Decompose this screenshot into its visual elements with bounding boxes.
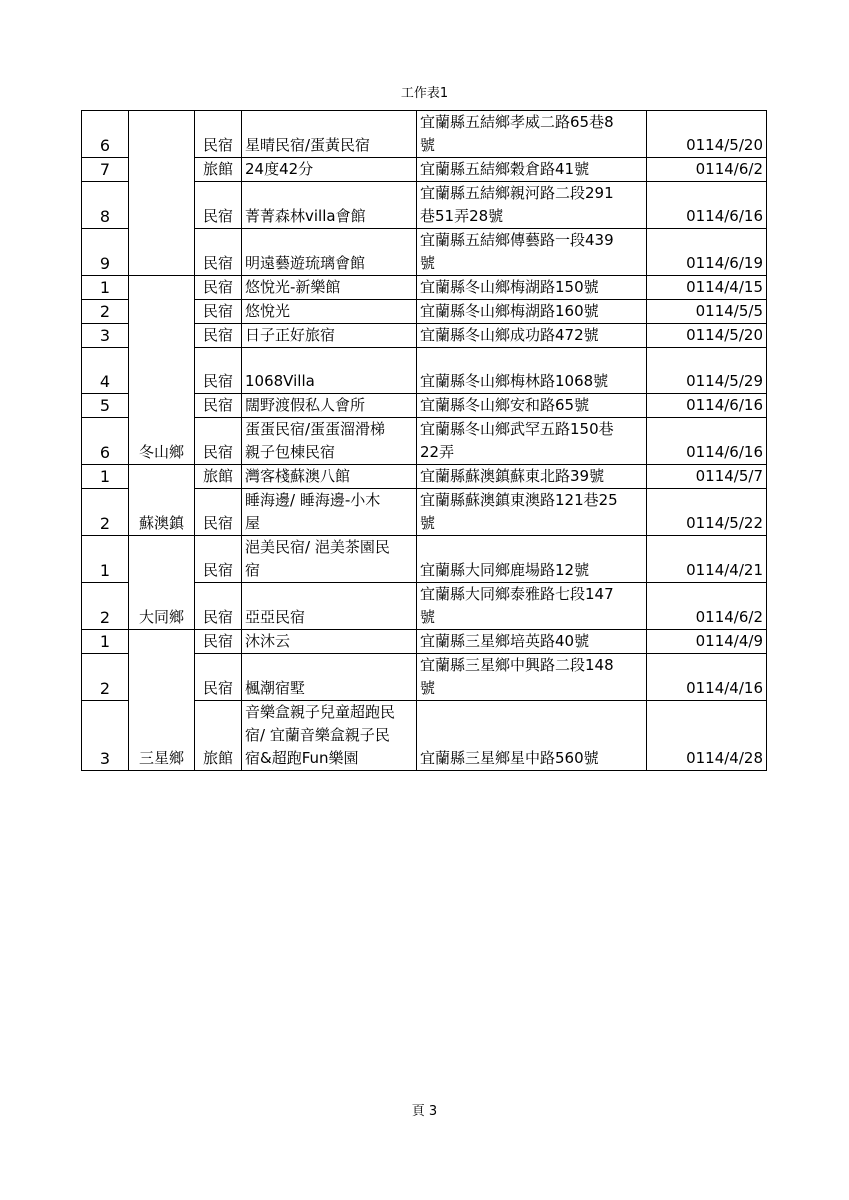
- lodging-type-cell: 民宿: [195, 111, 242, 158]
- row-index-cell: 1: [82, 465, 129, 489]
- lodging-name-cell: [242, 630, 417, 654]
- address-line: 宜蘭縣五結鄉孝威二路65巷8: [420, 113, 614, 131]
- address-cell: [417, 654, 647, 701]
- table-row: [82, 630, 767, 654]
- lodging-name-line: 明遠藝遊琉璃會館: [245, 254, 366, 272]
- address-line: 宜蘭縣三星鄉星中路560號: [420, 749, 599, 767]
- township-cell: [129, 111, 195, 276]
- date-cell: 0114/4/21: [647, 536, 767, 583]
- address-cell: [417, 418, 647, 465]
- lodging-name-cell: [242, 158, 417, 182]
- lodging-table: [81, 110, 767, 771]
- address-cell: [417, 536, 647, 583]
- lodging-name-line: 睡海邊/ 睡海邊-小木: [245, 491, 381, 509]
- address-line: 號: [420, 136, 436, 154]
- date-cell: 0114/6/16: [647, 182, 767, 229]
- lodging-name-line: 浥美民宿/ 浥美茶園民: [245, 538, 390, 556]
- lodging-name-line: 悠悅光-新樂館: [245, 278, 341, 296]
- date-cell: 0114/4/9: [647, 630, 767, 654]
- address-line: 宜蘭縣五結鄉傳藝路一段439: [420, 231, 614, 249]
- lodging-name-cell: [242, 654, 417, 701]
- address-line: 宜蘭縣蘇澳鎮蘇東北路39號: [420, 467, 605, 485]
- address-line: 號: [420, 254, 436, 272]
- lodging-name-cell: [242, 300, 417, 324]
- lodging-name-cell: [242, 536, 417, 583]
- row-index-cell: 5: [82, 394, 129, 418]
- lodging-name-line: 1068Villa: [245, 372, 315, 390]
- lodging-name-line: 24度42分: [245, 160, 314, 178]
- lodging-name-line: 灣客棧蘇澳八館: [245, 467, 351, 485]
- address-line: 宜蘭縣大同鄉泰雅路七段147: [420, 585, 614, 603]
- lodging-name-line: 音樂盒親子兒童超跑民: [245, 703, 396, 721]
- lodging-name-line: 屋: [245, 514, 261, 532]
- address-line: 宜蘭縣冬山鄉梅林路1068號: [420, 372, 609, 390]
- address-line: 號: [420, 514, 436, 532]
- lodging-name-line: 闊野渡假私人會所: [245, 396, 366, 414]
- lodging-name-cell: [242, 229, 417, 276]
- date-cell: 0114/4/15: [647, 276, 767, 300]
- lodging-type-cell: 民宿: [195, 276, 242, 300]
- row-index-cell: 6: [82, 111, 129, 158]
- lodging-table-body: [82, 111, 767, 771]
- lodging-name-line: 宿/ 宜蘭音樂盒親子民: [245, 726, 390, 744]
- lodging-name-line: 楓潮宿墅: [245, 679, 306, 697]
- row-index-cell: 2: [82, 583, 129, 630]
- address-cell: [417, 630, 647, 654]
- row-index-cell: 3: [82, 324, 129, 348]
- lodging-type-cell: 民宿: [195, 182, 242, 229]
- lodging-name-line: 星晴民宿/蛋黃民宿: [245, 136, 371, 154]
- date-cell: 0114/5/29: [647, 348, 767, 394]
- row-index-cell: 6: [82, 418, 129, 465]
- lodging-name-cell: [242, 276, 417, 300]
- lodging-name-line: 亞亞民宿: [245, 608, 306, 626]
- address-cell: [417, 182, 647, 229]
- lodging-name-cell: [242, 418, 417, 465]
- address-cell: [417, 465, 647, 489]
- date-cell: 0114/4/28: [647, 701, 767, 771]
- table-row: [82, 465, 767, 489]
- township-cell: 三星鄉: [129, 630, 195, 771]
- lodging-type-cell: 民宿: [195, 394, 242, 418]
- lodging-name-cell: [242, 465, 417, 489]
- row-index-cell: 1: [82, 276, 129, 300]
- lodging-name-line: 親子包棟民宿: [245, 443, 336, 461]
- row-index-cell: 2: [82, 654, 129, 701]
- lodging-type-cell: 民宿: [195, 489, 242, 536]
- lodging-name-line: 蛋蛋民宿/蛋蛋溜滑梯: [245, 420, 386, 438]
- lodging-name-cell: [242, 701, 417, 771]
- table-row: [82, 536, 767, 583]
- address-cell: [417, 111, 647, 158]
- lodging-type-cell: 民宿: [195, 418, 242, 465]
- township-cell: 冬山鄉: [129, 276, 195, 465]
- date-cell: 0114/5/7: [647, 465, 767, 489]
- lodging-name-cell: [242, 324, 417, 348]
- lodging-name-line: 悠悅光: [245, 302, 291, 320]
- address-line: 宜蘭縣冬山鄉梅湖路160號: [420, 302, 599, 320]
- date-cell: 0114/6/19: [647, 229, 767, 276]
- lodging-name-line: 沐沐云: [245, 632, 291, 650]
- address-line: 宜蘭縣五結鄉穀倉路41號: [420, 160, 590, 178]
- address-cell: [417, 276, 647, 300]
- lodging-name-cell: [242, 489, 417, 536]
- row-index-cell: 7: [82, 158, 129, 182]
- address-line: 宜蘭縣冬山鄉安和路65號: [420, 396, 590, 414]
- lodging-name-cell: [242, 394, 417, 418]
- lodging-type-cell: 民宿: [195, 300, 242, 324]
- lodging-type-cell: 旅館: [195, 158, 242, 182]
- address-cell: [417, 701, 647, 771]
- date-cell: 0114/4/16: [647, 654, 767, 701]
- address-cell: [417, 489, 647, 536]
- row-index-cell: 8: [82, 182, 129, 229]
- address-cell: [417, 229, 647, 276]
- date-cell: 0114/5/20: [647, 111, 767, 158]
- lodging-name-cell: [242, 348, 417, 394]
- lodging-type-cell: 旅館: [195, 465, 242, 489]
- address-line: 巷51弄28號: [420, 207, 504, 225]
- table-row: [82, 276, 767, 300]
- lodging-name-cell: [242, 111, 417, 158]
- address-line: 宜蘭縣五結鄉親河路二段291: [420, 184, 614, 202]
- lodging-name-line: 菁菁森林villa會館: [245, 207, 366, 225]
- row-index-cell: 9: [82, 229, 129, 276]
- lodging-type-cell: 民宿: [195, 630, 242, 654]
- address-line: 號: [420, 679, 436, 697]
- lodging-name-cell: [242, 182, 417, 229]
- lodging-type-cell: 民宿: [195, 583, 242, 630]
- lodging-type-cell: 民宿: [195, 654, 242, 701]
- lodging-type-cell: 民宿: [195, 536, 242, 583]
- township-cell: 大同鄉: [129, 536, 195, 630]
- row-index-cell: 4: [82, 348, 129, 394]
- lodging-name-cell: [242, 583, 417, 630]
- address-line: 22弄: [420, 443, 455, 461]
- date-cell: 0114/6/16: [647, 418, 767, 465]
- township-cell: 蘇澳鎮: [129, 465, 195, 536]
- address-cell: [417, 348, 647, 394]
- date-cell: 0114/5/5: [647, 300, 767, 324]
- sheet-title: 工作表1: [400, 86, 449, 101]
- address-line: 宜蘭縣冬山鄉成功路472號: [420, 326, 599, 344]
- address-cell: [417, 300, 647, 324]
- date-cell: 0114/6/2: [647, 158, 767, 182]
- address-cell: [417, 583, 647, 630]
- row-index-cell: 3: [82, 701, 129, 771]
- row-index-cell: 1: [82, 630, 129, 654]
- table-row: [82, 111, 767, 158]
- address-line: 宜蘭縣大同鄉鹿場路12號: [420, 561, 590, 579]
- lodging-type-cell: 民宿: [195, 229, 242, 276]
- date-cell: 0114/5/22: [647, 489, 767, 536]
- date-cell: 0114/6/16: [647, 394, 767, 418]
- page-number: 頁 3: [411, 1104, 438, 1119]
- lodging-name-line: 宿: [245, 561, 261, 579]
- address-cell: [417, 158, 647, 182]
- address-line: 宜蘭縣三星鄉培英路40號: [420, 632, 590, 650]
- lodging-name-line: 日子正好旅宿: [245, 326, 336, 344]
- lodging-type-cell: 民宿: [195, 324, 242, 348]
- lodging-type-cell: 民宿: [195, 348, 242, 394]
- date-cell: 0114/6/2: [647, 583, 767, 630]
- address-cell: [417, 394, 647, 418]
- row-index-cell: 2: [82, 489, 129, 536]
- lodging-name-line: 宿&超跑Fun樂園: [245, 749, 359, 767]
- address-cell: [417, 324, 647, 348]
- date-cell: 0114/5/20: [647, 324, 767, 348]
- address-line: 宜蘭縣三星鄉中興路二段148: [420, 656, 614, 674]
- address-line: 號: [420, 608, 436, 626]
- row-index-cell: 2: [82, 300, 129, 324]
- address-line: 宜蘭縣蘇澳鎮東澳路121巷25: [420, 491, 618, 509]
- lodging-type-cell: 旅館: [195, 701, 242, 771]
- address-line: 宜蘭縣冬山鄉梅湖路150號: [420, 278, 599, 296]
- address-line: 宜蘭縣冬山鄉武罕五路150巷: [420, 420, 614, 438]
- row-index-cell: 1: [82, 536, 129, 583]
